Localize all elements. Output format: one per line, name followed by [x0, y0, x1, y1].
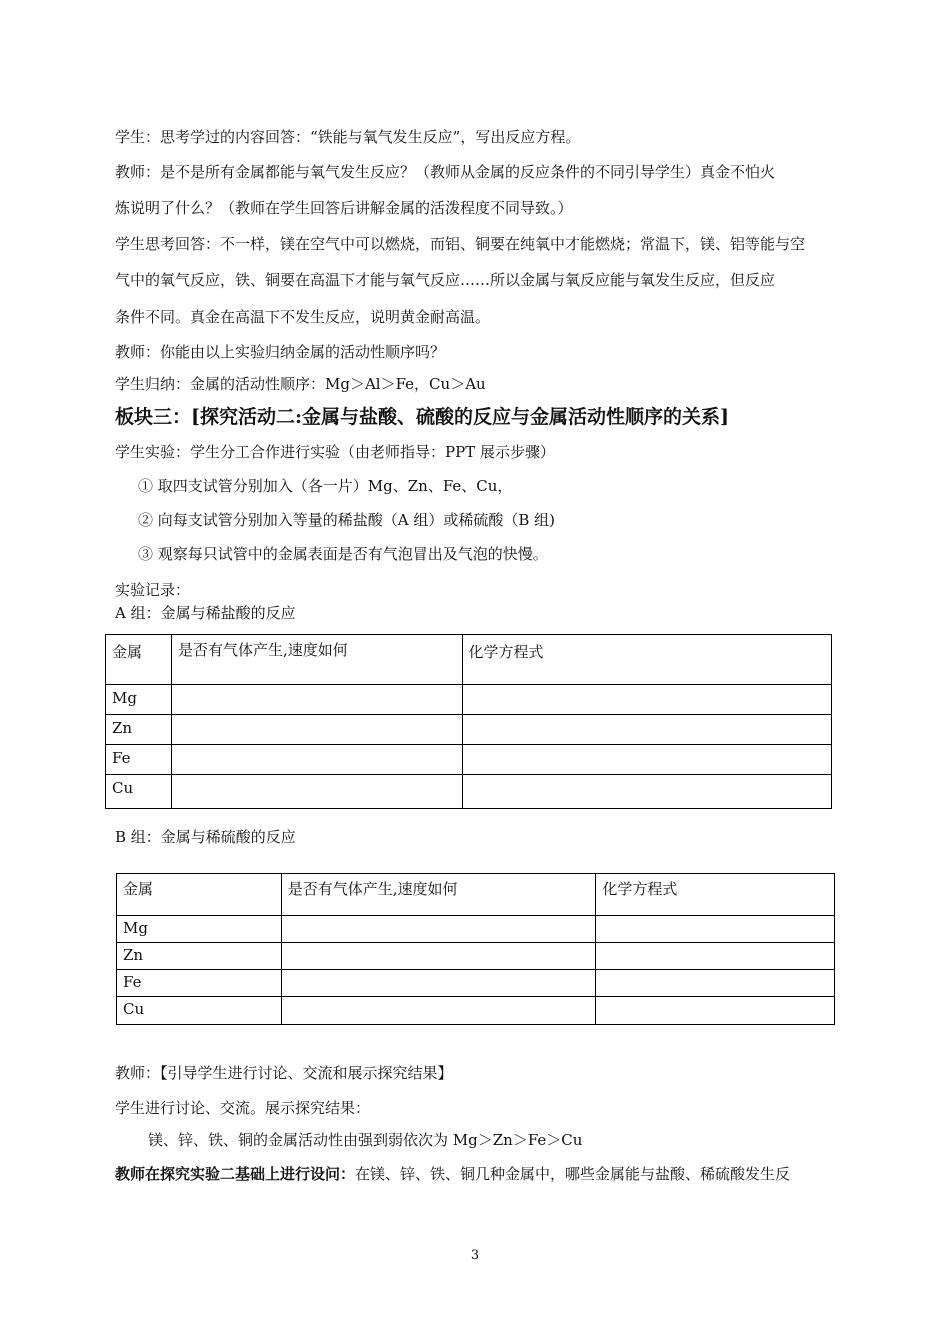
metal-cell: Cu	[117, 997, 282, 1025]
table-row	[106, 715, 832, 745]
gas-cell[interactable]	[281, 943, 596, 970]
page-number: 3	[470, 1248, 480, 1263]
metal-cell: Zn	[106, 715, 172, 745]
teacher-guide: 教师：【引导学生进行讨论、交流和展示探究结果】	[115, 1064, 453, 1082]
paragraph-student-answer: 学生：思考学过的内容回答：“铁能与氧气发生反应”，写出反应方程。	[115, 128, 581, 146]
group-a-label: A 组：金属与稀盐酸的反应	[115, 604, 296, 622]
header-gas: 是否有气体产生,速度如何	[281, 874, 596, 916]
metal-cell: Cu	[106, 775, 172, 809]
gas-cell[interactable]	[171, 715, 462, 745]
table-row	[117, 916, 835, 943]
table-row	[106, 685, 832, 715]
teacher-question-text: 在镁、锌、铁、铜几种金属中，哪些金属能与盐酸、稀硫酸发生反	[355, 1165, 791, 1183]
header-metal: 金属	[117, 874, 282, 916]
paragraph-teacher-question-cont: 炼说明了什么？（教师在学生回答后讲解金属的活泼程度不同导致。）	[115, 199, 573, 217]
equation-cell[interactable]	[462, 775, 831, 809]
experiment-intro: 学生实验：学生分工合作进行实验（由老师指导：PPT 展示步骤）	[115, 443, 555, 461]
table-header-row	[106, 635, 832, 685]
paragraph-teacher-question: 教师：是不是所有金属都能与氧气发生反应？（教师从金属的反应条件的不同引导学生）真金不怕火	[115, 163, 776, 181]
experiment-step-1: ① 取四支试管分别加入（各一片）Mg、Zn、Fe、Cu，	[138, 477, 513, 495]
equation-cell[interactable]	[462, 685, 831, 715]
metal-cell: Mg	[106, 685, 172, 715]
gas-cell[interactable]	[281, 997, 596, 1025]
group-b-table	[116, 873, 835, 1025]
experiment-step-3: ③ 观察每只试管中的金属表面是否有气泡冒出及气泡的快慢。	[138, 545, 548, 563]
section-heading: 板块三：[探究活动二:金属与盐酸、硫酸的反应与金属活动性顺序的关系]	[115, 406, 729, 428]
metal-cell: Zn	[117, 943, 282, 970]
equation-cell[interactable]	[596, 943, 835, 970]
table-row	[117, 943, 835, 970]
group-a-table	[105, 634, 832, 809]
teacher-question-line	[115, 1163, 840, 1184]
equation-cell[interactable]	[596, 997, 835, 1025]
table-row	[117, 997, 835, 1025]
experiment-step-2: ② 向每支试管分别加入等量的稀盐酸（A 组）或稀硫酸（B 组)	[138, 511, 556, 529]
paragraph-student-thinking-cont2: 条件不同。真金在高温下不发生反应，说明黄金耐高温。	[115, 308, 491, 326]
table-header-row	[117, 874, 835, 916]
header-equation: 化学方程式	[596, 874, 835, 916]
table-row	[117, 970, 835, 997]
students-discuss: 学生进行讨论、交流。展示探究结果：	[115, 1099, 371, 1117]
paragraph-teacher-induce: 教师：你能由以上实验归纳金属的活动性顺序吗？	[115, 343, 446, 361]
metal-cell: Fe	[117, 970, 282, 997]
paragraph-student-thinking-cont1: 气中的氧气反应，铁、铜要在高温下才能与氧气反应……所以金属与氧反应能与氧发生反应，但反应	[115, 271, 776, 289]
gas-cell[interactable]	[281, 970, 596, 997]
experiment-record-label: 实验记录：	[115, 581, 191, 599]
metal-cell: Mg	[117, 916, 282, 943]
equation-cell[interactable]	[462, 715, 831, 745]
teacher-question-lead: 教师在探究实验二基础上进行设问：	[115, 1165, 356, 1183]
header-equation: 化学方程式	[462, 635, 831, 685]
equation-cell[interactable]	[462, 745, 831, 775]
paragraph-student-thinking: 学生思考回答：不一样，镁在空气中可以燃烧，而铝、铜要在纯氧中才能燃烧；常温下，镁、铝等能与空	[115, 235, 806, 253]
table-row	[106, 745, 832, 775]
group-b-label: B 组：金属与稀硫酸的反应	[115, 828, 296, 846]
table-row	[106, 775, 832, 809]
paragraph-student-summary: 学生归纳：金属的活动性顺序：Mg＞Al＞Fe，Cu＞Au	[115, 375, 486, 393]
gas-cell[interactable]	[281, 916, 596, 943]
header-metal: 金属	[106, 635, 172, 685]
header-gas: 是否有气体产生,速度如何	[171, 635, 462, 685]
gas-cell[interactable]	[171, 745, 462, 775]
activity-result: 镁、锌、铁、铜的金属活动性由强到弱依次为 Mg＞Zn＞Fe＞Cu	[148, 1131, 583, 1149]
equation-cell[interactable]	[596, 970, 835, 997]
metal-cell: Fe	[106, 745, 172, 775]
gas-cell[interactable]	[171, 685, 462, 715]
equation-cell[interactable]	[596, 916, 835, 943]
gas-cell[interactable]	[171, 775, 462, 809]
